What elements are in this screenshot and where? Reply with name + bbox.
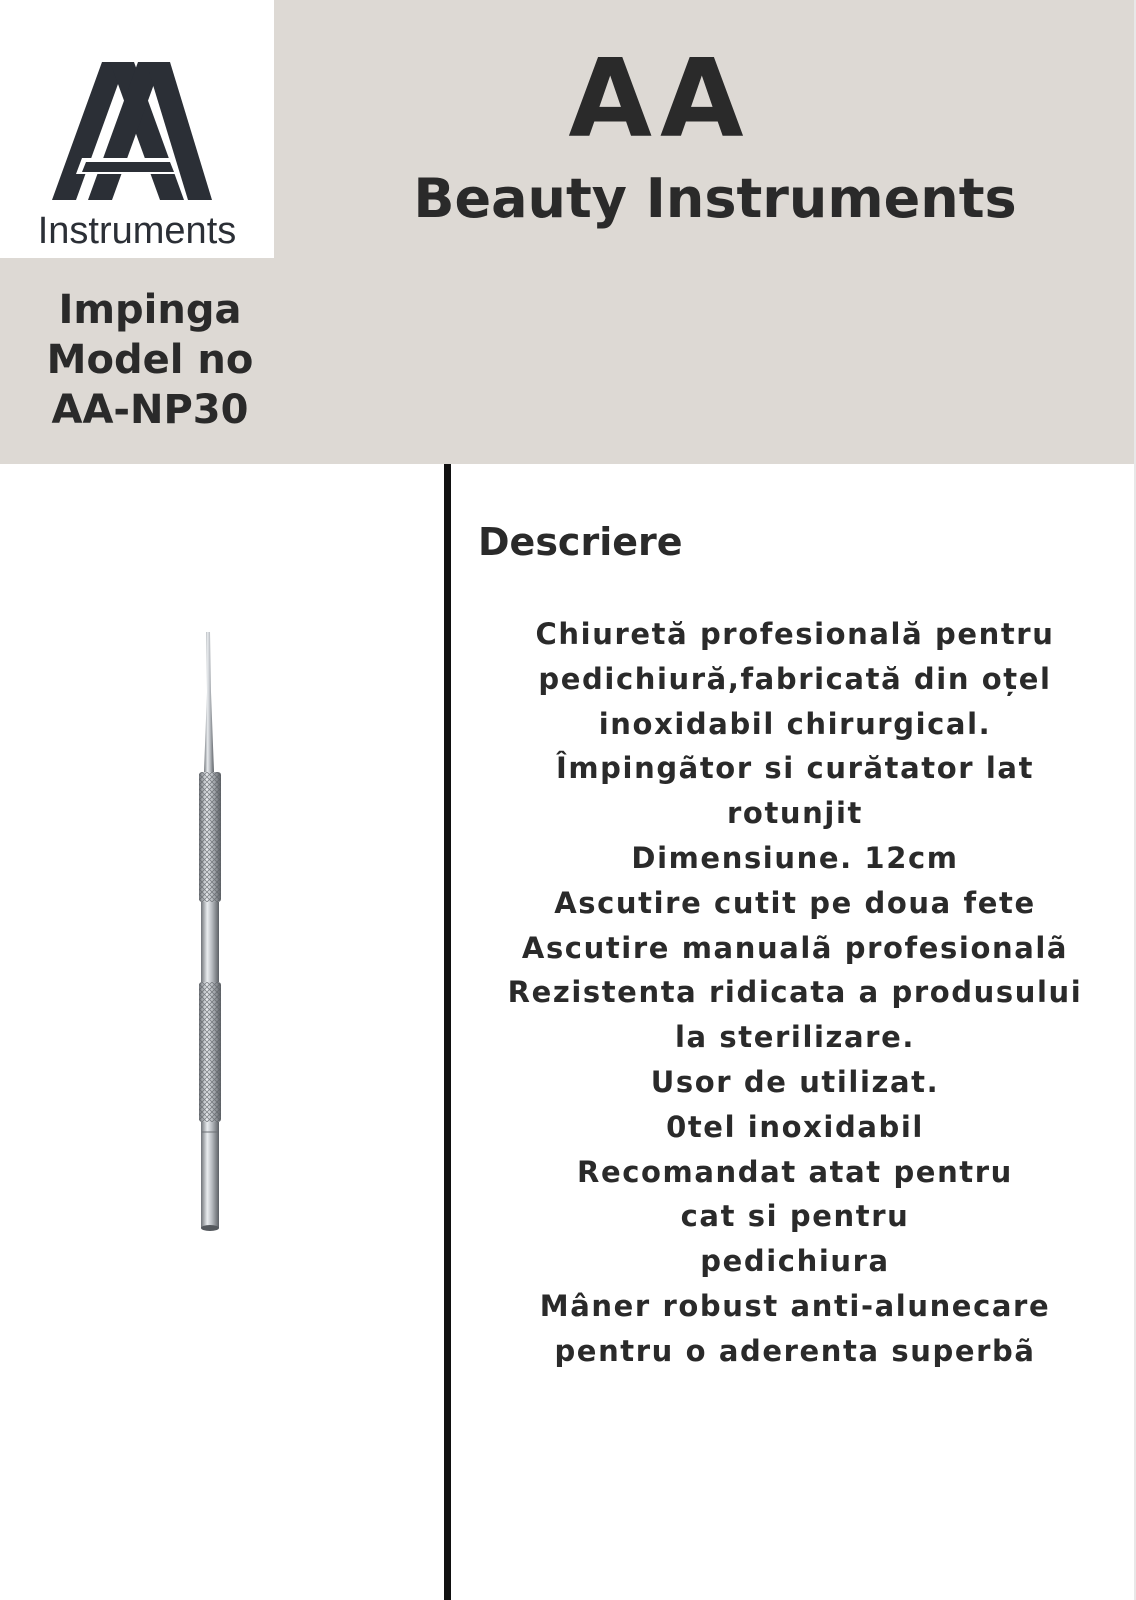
- description-heading: Descriere: [478, 520, 683, 564]
- model-label: Model no: [46, 337, 254, 383]
- description-line: Recomandat atat pentru: [577, 1154, 1013, 1189]
- logo: [0, 0, 274, 258]
- description-line: 0tel inoxidabil: [666, 1109, 924, 1144]
- brand-title: AA: [568, 37, 752, 162]
- column-divider: [444, 464, 451, 1600]
- description-line: Ascutire cutit pe doua fete: [554, 885, 1036, 920]
- description-line: Ascutire manualã profesionalã: [521, 930, 1069, 965]
- model-number: AA-NP30: [51, 387, 249, 433]
- description-line: Împingãtor si curătator lat: [555, 751, 1035, 786]
- description-line: inoxidabil chirurgical.: [598, 706, 992, 741]
- description-text: [470, 612, 1120, 1374]
- cuticle-pusher-image: [192, 632, 226, 1232]
- logo-caption: Instruments: [37, 210, 237, 252]
- description-line: Rezistenta ridicata a produsului: [507, 975, 1083, 1010]
- description-line: Usor de utilizat.: [650, 1064, 940, 1099]
- product-name: Impinga: [58, 287, 242, 333]
- description-line: Dimensiune. 12cm: [631, 840, 959, 875]
- logo-mark-icon: [52, 62, 212, 206]
- brand-subtitle: Beauty Instruments: [413, 167, 1017, 230]
- description-line: Mâner robust anti-alunecare: [539, 1288, 1051, 1323]
- model-info: [20, 285, 280, 435]
- description-line: pentru o aderenta superbã: [554, 1333, 1036, 1368]
- description-line: pedichiura: [700, 1244, 890, 1279]
- description-line: la sterilizare.: [675, 1020, 915, 1055]
- description-line: cat si pentru: [680, 1199, 910, 1234]
- description-line: Chiuretă profesională pentru: [535, 617, 1055, 651]
- description-line: rotunjit: [727, 796, 863, 831]
- description-line: pedichiură,fabricată din oțel: [538, 661, 1052, 696]
